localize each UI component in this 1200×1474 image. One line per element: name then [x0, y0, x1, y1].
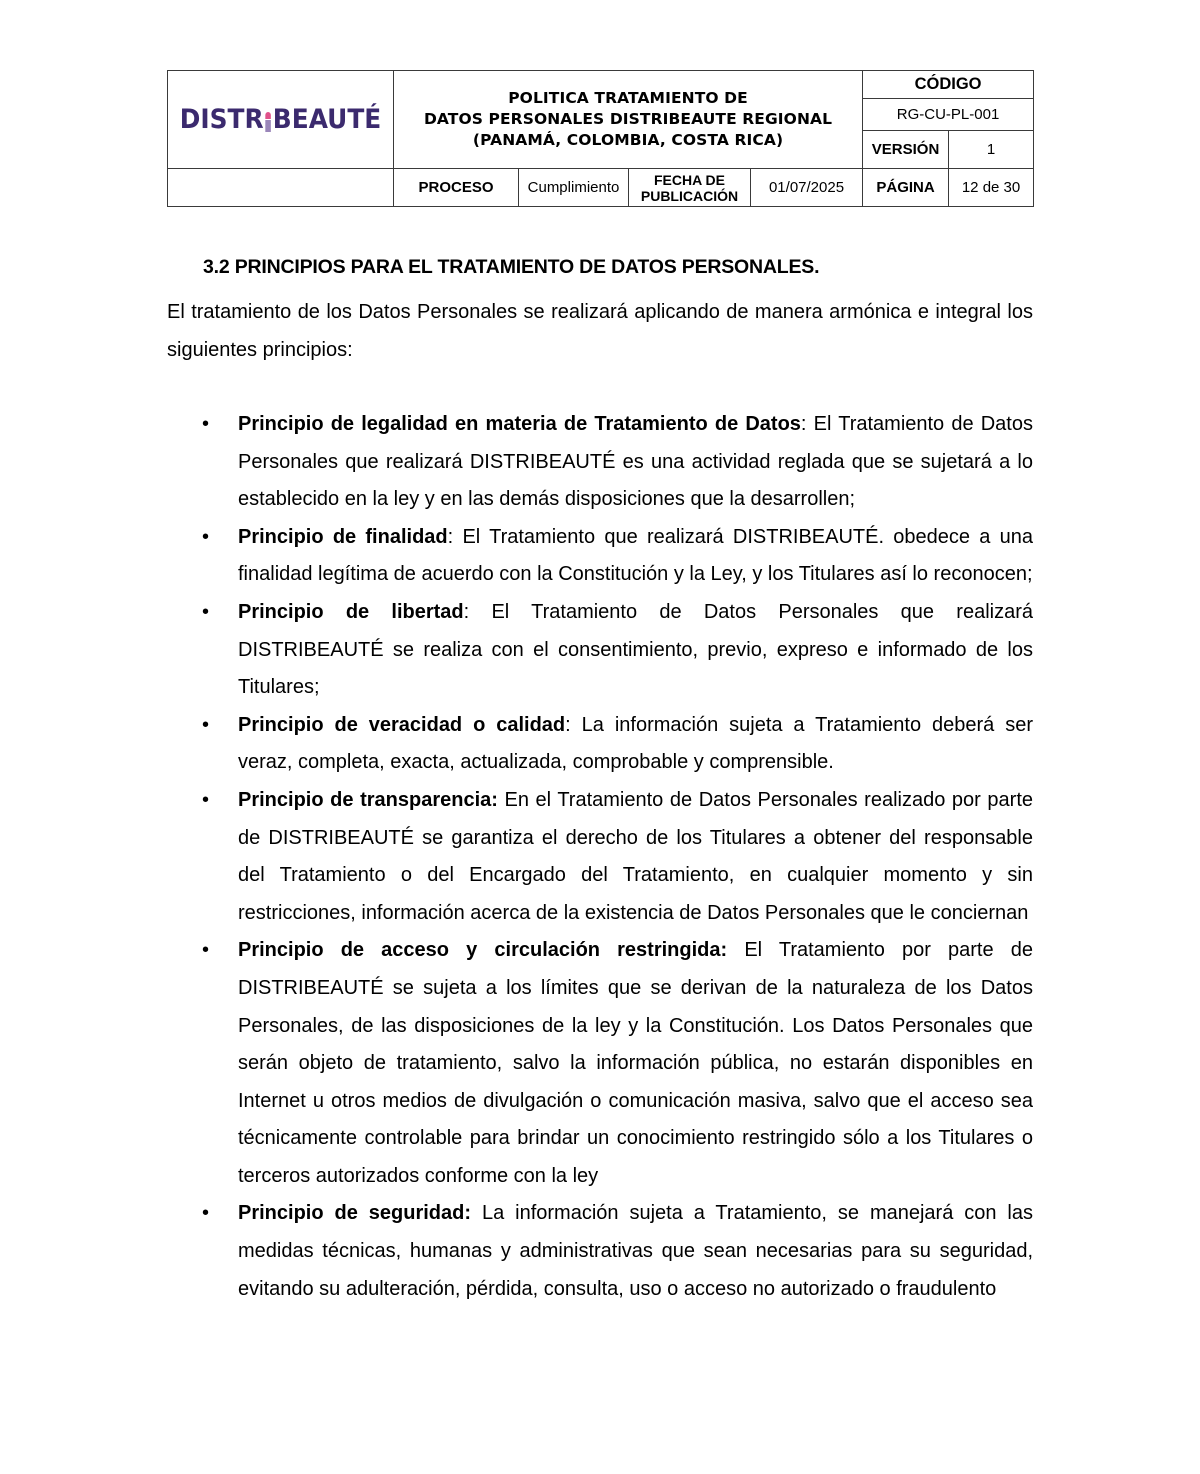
bullet-icon: •: [202, 1202, 210, 1225]
title-line: (PANAMÁ, COLOMBIA, COSTA RICA): [472, 131, 784, 149]
logo-text-start: DISTR: [179, 103, 264, 135]
principle-term: Principio de finalidad: [238, 525, 448, 548]
bullet-icon: •: [202, 788, 210, 811]
bullet-icon: •: [202, 939, 210, 962]
pagina-label: PÁGINA: [863, 169, 949, 207]
title-line: POLITICA TRATAMIENTO DE: [508, 89, 748, 107]
principle-item: [167, 932, 1033, 1195]
principle-separator: :: [463, 600, 492, 623]
bullet-icon: •: [202, 713, 210, 736]
principles-list: [167, 406, 1033, 1308]
pagina-value: 12 de 30: [949, 169, 1034, 207]
principle-item: [167, 406, 1033, 519]
fecha-label-line: FECHA DE: [653, 171, 726, 188]
principle-term: Principio de libertad: [238, 600, 464, 623]
bullet-icon: •: [202, 413, 210, 435]
principle-separator: :: [447, 525, 463, 548]
principle-text: El Tratamiento de Datos Personales que realizará DISTRIBEAUTÉ es una actividad reglada que se sujetará a lo establecido en la ley y en las demás disposiciones que la desarrollen;: [238, 413, 1033, 511]
principle-term: Principio de veracidad o calidad: [238, 713, 566, 736]
fecha-publicacion-value: 01/07/2025: [751, 169, 863, 207]
principle-separator: :: [565, 713, 582, 736]
version-label: VERSIÓN: [863, 131, 949, 169]
principle-text: La información sujeta a Tratamiento deberá ser veraz, completa, exacta, actualizada, comprobable y comprensible.: [238, 713, 1034, 774]
section-intro: El tratamiento de los Datos Personales se realizará aplicando de manera armónica e integral los siguientes principios:: [167, 301, 1033, 361]
principle-text: En el Tratamiento de Datos Personales realizado por parte de DISTRIBEAUTÉ se garantiza el derecho de los Titulares a obtener del responsable del Tratamiento o del Encargado del Tratamiento, en cualquier momento y sin restricciones, información acerca de la existencia de Datos Personales que le conciernan: [238, 788, 1033, 924]
principle-term: Principio de legalidad en materia de Tratamiento de Datos: [238, 413, 801, 435]
principle-text: El Tratamiento por parte de DISTRIBEAUTÉ se sujeta a los límites que se derivan de la naturaleza de los Datos Personales, de las disposiciones de la ley y la Constitución. Los Datos Personales que serán objeto de tratamiento, salvo la información pública, no estarán disponibles en Internet u otros medios de divulgación o comunicación masiva, salvo que el acceso sea técnicamente controlable para brindar un conocimiento restringido sólo a los Titulares o terceros autorizados conforme con la ley: [238, 939, 1033, 1187]
logo-cell: [168, 71, 394, 169]
fecha-publicacion-label: [629, 169, 751, 207]
title-line: DATOS PERSONALES DISTRIBEAUTE REGIONAL: [423, 110, 833, 128]
principle-item: [167, 707, 1033, 782]
principle-separator: [498, 789, 505, 811]
document-title: [394, 71, 863, 169]
document-header-table: [167, 70, 1034, 207]
codigo-label: CÓDIGO: [863, 71, 1034, 99]
version-value: 1: [949, 131, 1034, 169]
principle-item: [167, 1195, 1033, 1308]
lipstick-icon: [265, 112, 271, 132]
fecha-label-line: PUBLICACIÓN: [640, 187, 739, 204]
principle-item: [167, 782, 1033, 932]
bullet-icon: •: [202, 600, 210, 623]
principle-text: La información sujeta a Tratamiento, se manejará con las medidas técnicas, humanas y administrativas que sean necesarias para su seguridad, evitando su adulteración, pérdida, consulta, uso o acceso no autorizado o fraudulento: [238, 1202, 1033, 1300]
principle-separator: :: [800, 413, 814, 435]
principle-separator: [471, 1202, 482, 1224]
principle-term: Principio de acceso y circulación restringida:: [238, 939, 728, 962]
principle-item: [167, 594, 1033, 707]
proceso-value: Cumplimiento: [519, 169, 629, 207]
principle-text: El Tratamiento de Datos Personales que realizará DISTRIBEAUTÉ se realiza con el consentimiento, previo, expreso e informado de los Titulares;: [238, 600, 1033, 699]
section-heading: 3.2 PRINCIPIOS PARA EL TRATAMIENTO DE DATOS PERSONALES.: [203, 256, 820, 278]
principle-separator: [727, 939, 744, 961]
principle-text: El Tratamiento que realizará DISTRIBEAUTÉ. obedece a una finalidad legítima de acuerdo con la Constitución y la Ley, y los Titulares así lo reconocen;: [238, 525, 1034, 586]
codigo-value: RG-CU-PL-001: [863, 99, 1034, 131]
proceso-label: PROCESO: [394, 169, 519, 207]
bullet-icon: •: [202, 525, 210, 548]
principle-item: [167, 519, 1033, 594]
principle-term: Principio de seguridad:: [238, 1202, 472, 1225]
principle-term: Principio de transparencia:: [238, 788, 498, 811]
company-logo: [180, 104, 381, 135]
logo-text-end: BEAUTÉ: [272, 103, 382, 135]
